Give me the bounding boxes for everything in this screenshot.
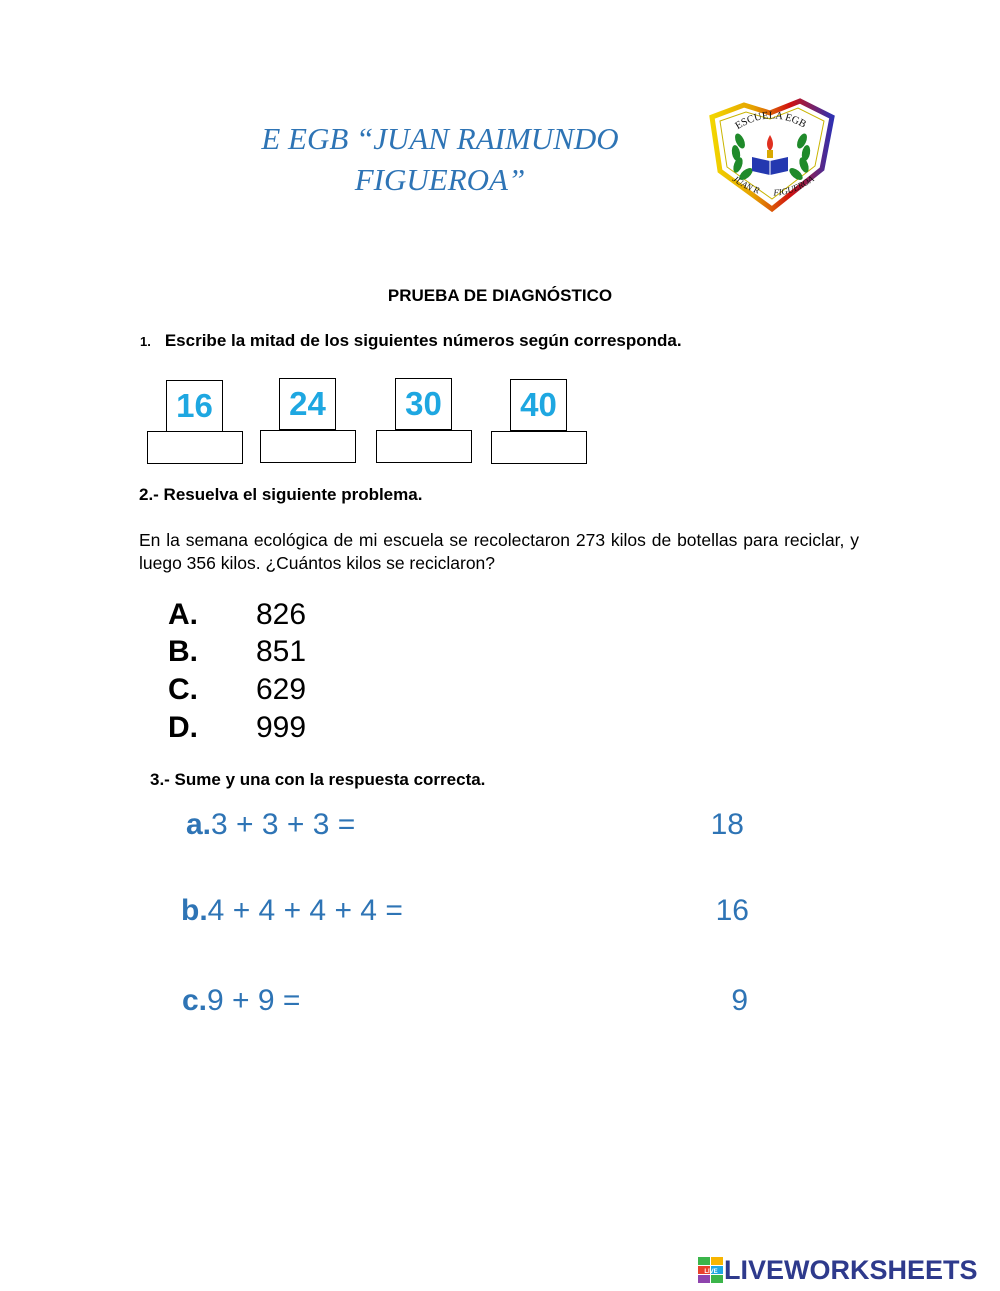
school-shield-crest-icon — [700, 95, 840, 213]
option-a-letter: A. — [168, 598, 198, 631]
match-expression-c-text: 9 + 9 = — [207, 984, 301, 1017]
question-1-text: Escribe la mitad de los siguientes números según corresponda. — [164, 331, 682, 350]
school-name-line-2: FIGUEROA” — [354, 162, 526, 197]
liveworksheets-brand-text: LIVEWORKSHEETS — [724, 1255, 978, 1285]
option-d-letter: D. — [168, 711, 198, 744]
option-c[interactable] — [168, 673, 306, 707]
liveworksheets-blocks-icon — [698, 1257, 724, 1283]
number-box-24: 24 — [279, 378, 336, 430]
problem-text: En la semana ecológica de mi escuela se recolectaron 273 kilos de botellas para reciclar, y luego 356 kilos. ¿Cuántos kilos se reciclaron? — [139, 530, 859, 573]
question-1-prompt — [140, 331, 682, 351]
question-3-prompt: 3.- Sume y una con la respuesta correcta. — [150, 770, 486, 789]
test-title: PRUEBA DE DIAGNÓSTICO — [387, 286, 613, 305]
match-expression-a-text: 3 + 3 + 3 = — [211, 808, 356, 841]
logo-bottom-left-text: JUAN R — [730, 173, 761, 196]
option-d-value: 999 — [256, 711, 307, 744]
match-expression-b-letter: b. — [181, 894, 208, 927]
question-2-prompt: 2.- Resuelva el siguiente problema. — [139, 485, 423, 504]
option-d[interactable] — [168, 711, 306, 745]
match-expression-a-letter: a. — [186, 808, 212, 841]
liveworksheets-logo — [698, 1256, 978, 1284]
match-expression-a[interactable] — [186, 808, 355, 842]
number-box-30: 30 — [395, 378, 452, 430]
match-expression-c-letter: c. — [182, 984, 208, 1017]
question-1-number: 1. — [140, 334, 151, 349]
option-b-letter: B. — [168, 635, 198, 668]
option-b[interactable] — [168, 635, 306, 669]
option-c-letter: C. — [168, 673, 198, 706]
match-result-16[interactable]: 16 — [715, 894, 749, 927]
answer-input-30[interactable] — [376, 430, 472, 463]
answer-input-24[interactable] — [260, 430, 356, 463]
option-c-value: 629 — [256, 673, 307, 706]
number-box-40: 40 — [510, 379, 567, 431]
match-result-9[interactable]: 9 — [731, 984, 748, 1017]
liveworksheets-icon-letters: LIVE — [704, 1269, 718, 1275]
match-expression-b-text: 4 + 4 + 4 + 4 = — [207, 894, 403, 927]
option-b-value: 851 — [256, 635, 307, 668]
school-name-line-1: E EGB “JUAN RAIMUNDO — [261, 121, 619, 156]
answer-input-40[interactable] — [491, 431, 587, 464]
number-box-16: 16 — [166, 380, 223, 432]
match-expression-b[interactable] — [181, 894, 403, 928]
match-result-18[interactable]: 18 — [710, 808, 744, 841]
school-name — [225, 118, 655, 200]
answer-input-16[interactable] — [147, 431, 243, 464]
match-expression-c[interactable] — [182, 984, 300, 1018]
logo-bottom-right-text: FIGUEROA — [773, 173, 816, 198]
option-a[interactable] — [168, 598, 306, 632]
option-a-value: 826 — [256, 598, 307, 631]
logo-top-text: ESCUELA EGB — [733, 110, 808, 132]
